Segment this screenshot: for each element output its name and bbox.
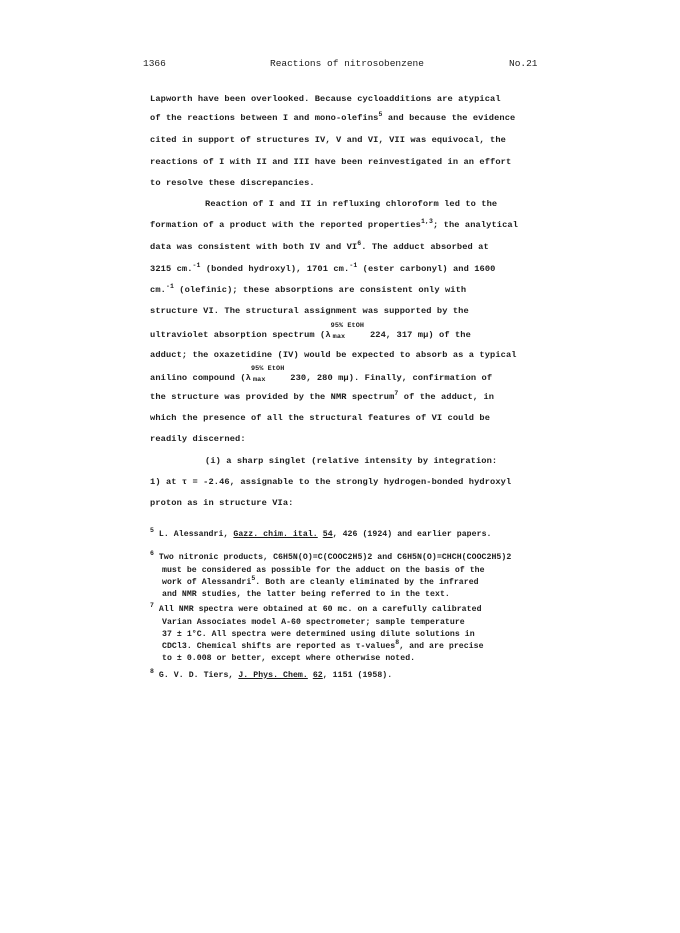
- footnote-7-line-3: 37 ± 1°C. All spectra were determined using dilute solutions in: [162, 630, 475, 639]
- body-line-6: Reaction of I and II in refluxing chloroform led to the: [205, 199, 498, 209]
- body-line-3: cited in support of structures IV, V and VI, VII was equivocal, the: [150, 135, 506, 145]
- running-title: Reactions of nitrosobenzene: [270, 58, 424, 69]
- body-line-13: adduct; the oxazetidine (IV) would be expected to absorb as a typical: [150, 350, 517, 360]
- footnote-7-line-1: $^7$ All NMR spectra were obtained at 60 mc. on a carefully calibrated: [150, 602, 482, 614]
- footnote-6-line-3: work of Alessandri$^5$. Both are cleanly eliminated by the infrared: [162, 575, 479, 587]
- page-number: 1366: [143, 58, 166, 69]
- body-line-20: proton as in structure VIa:: [150, 498, 294, 508]
- body-line-1: Lapworth have been overlooked. Because cycloadditions are atypical: [150, 94, 501, 104]
- body-line-5: to resolve these discrepancies.: [150, 178, 315, 188]
- body-line-17: readily discerned:: [150, 434, 246, 444]
- body-line-4: reactions of I with II and III have been reinvestigated in an effort: [150, 157, 512, 167]
- footnote-7-line-5: to ± 0.008 or better, except where otherwise noted.: [162, 654, 416, 663]
- issue-number: No.21: [509, 58, 538, 69]
- footnote-5: $^5$ L. Alessandri, Gazz. chim. ital. 54, 426 (1924) and earlier papers.: [150, 527, 492, 539]
- footnote-6-line-1: $^6$ Two nitronic products, C6H5N(O)=C(COOC2H5)2 and C6H5N(O)=CHCH(COOC2H5)2: [150, 550, 512, 562]
- body-line-19: 1) at τ = -2.46, assignable to the strongly hydrogen-bonded hydroxyl: [150, 477, 512, 487]
- body-line-14: anilino compound (λ 95% EtOH max 230, 280 mμ). Finally, confirmation of: [150, 365, 493, 384]
- footnote-6-line-4: and NMR studies, the latter being referred to in the text.: [162, 590, 450, 599]
- body-line-15: the structure was provided by the NMR spectrum$^7$ of the adduct, in: [150, 390, 495, 402]
- body-line-10: cm.$^{-1}$ (olefinic); these absorptions are consistent only with: [150, 283, 467, 295]
- body-line-9: 3215 cm.$^{-1}$ (bonded hydroxyl), 1701 cm.$^{-1}$ (ester carbonyl) and 1600: [150, 262, 496, 274]
- body-line-11: structure VI. The structural assignment was supported by the: [150, 306, 469, 316]
- footnote-8: $^8$ G. V. D. Tiers, J. Phys. Chem. 62, 1151 (1958).: [150, 668, 393, 680]
- body-line-18: (i) a sharp singlet (relative intensity by integration:: [205, 456, 498, 466]
- body-line-12: ultraviolet absorption spectrum (λ 95% EtOH max 224, 317 mμ) of the: [150, 322, 471, 341]
- footnote-6-line-2: must be considered as possible for the adduct on the basis of the: [162, 566, 485, 575]
- body-line-2: of the reactions between I and mono-olefins$^5$ and because the evidence: [150, 111, 516, 123]
- body-line-7: formation of a product with the reported properties$^{1,3}$; the analytical: [150, 218, 519, 230]
- footnote-7-line-2: Varian Associates model A-60 spectrometer; sample temperature: [162, 618, 465, 627]
- footnote-7-line-4: CDCl3. Chemical shifts are reported as τ-values$^8$, and are precise: [162, 639, 484, 651]
- body-line-16: which the presence of all the structural features of VI could be: [150, 413, 491, 423]
- body-line-8: data was consistent with both IV and $VI^6$. The adduct absorbed at: [150, 240, 489, 252]
